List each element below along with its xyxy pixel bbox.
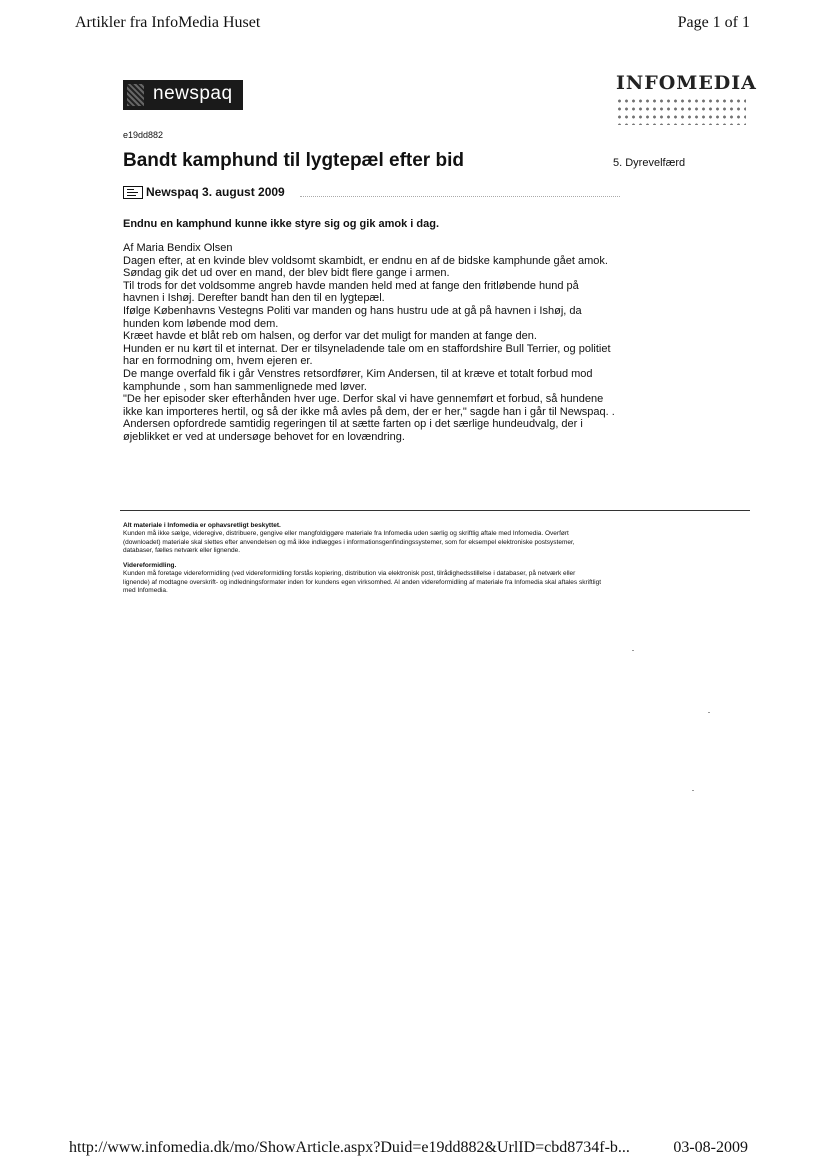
copyright-divider: [120, 510, 750, 511]
print-footer-url: http://www.infomedia.dk/mo/ShowArticle.aspx?Duid=e19dd882&UrlID=cbd8734f-b...: [69, 1139, 630, 1156]
infomedia-logo-text: INFOMEDIA: [616, 72, 757, 94]
source-divider: [300, 196, 620, 198]
infomedia-logo: [616, 72, 757, 125]
newspaper-icon: [123, 186, 143, 199]
article-lead: Endnu en kamphund kunne ikke styre sig og gik amok i dag.: [123, 218, 440, 230]
source-line: [123, 185, 285, 199]
newspaq-logo: [123, 80, 243, 110]
scan-speck: [708, 712, 710, 713]
scan-speck: [632, 650, 634, 651]
print-header-title: Artikler fra InfoMedia Huset: [75, 14, 261, 31]
article-paragraph: Ifølge Københavns Vestegns Politi var manden og hans hustru ude at gå på havnen i Ishøj, da hunden kom løbende mod dem.: [123, 304, 582, 330]
article-paragraph: Kræet havde et blåt reb om halsen, og derfor var det muligt for manden at fange den.: [123, 330, 537, 343]
copyright-notice: [123, 522, 603, 595]
article-body: [123, 242, 615, 444]
article-paragraph: Andersen opfordrede samtidig regeringen til at sætte farten op i det særlige hundeudvalg, der i øjeblikket er ved at undersøge behovet for en lovændring.: [123, 418, 583, 443]
newspaq-logo-mark-icon: [127, 84, 144, 106]
article-byline: Af Maria Bendix Olsen: [123, 242, 233, 254]
article-headline: Bandt kamphund til lygtepæl efter bid: [123, 150, 464, 171]
redistribution-heading: Videreformidling.: [123, 562, 177, 570]
source-label: Newspaq 3. august 2009: [146, 185, 285, 199]
document-id: e19dd882: [123, 130, 164, 140]
article-paragraph: Til trods for det voldsomme angreb havde manden held med at fange den fritløbende hund på havnen i Ishøj. Derefter bandt han den til en lygtepæl.: [123, 279, 579, 305]
copyright-heading: Alt materiale i Infomedia er ophavsretligt beskyttet.: [123, 522, 281, 529]
infomedia-dot-pattern-icon: [616, 97, 746, 125]
article-section: 5. Dyrevelfærd: [613, 157, 686, 169]
article-paragraph: Hunden er nu kørt til et internat. Der er tilsyneladende tale om en staffordshire Bull Terrier, og politiet har en formodning om, hvem ejeren er.: [123, 342, 611, 368]
print-header-page: Page 1 of 1: [677, 14, 750, 31]
article-paragraph: Dagen efter, at en kvinde blev voldsomt skambidt, er endnu en af de bidske kamphunde gået amok.: [123, 254, 608, 267]
article-paragraph: De mange overfald fik i går Venstres retsordfører, Kim Andersen, til at kræve et totalt forbud mod kamphunde , som han sammenlignede med løver.: [123, 367, 593, 393]
article-paragraph: "De her episoder sker efterhånden hver uge. Derfor skal vi have gennemført et forbud, så hundene ikke kan importeres hertil, og så der ikke må avles på dem, der er her," sagde han i går til Newspaq. .: [123, 393, 615, 418]
scan-speck: [692, 790, 694, 791]
newspaq-logo-text: newspaq: [153, 83, 233, 104]
print-footer-date: 03-08-2009: [673, 1139, 748, 1156]
copyright-text: Kunden må ikke sælge, videregive, distribuere, gengive eller mangfoldiggøre materiale fra Infomedia uden særlig og skriftlig aftale med Infomedia. Overført (downloadet) materiale skal slettes efter anvendelsen og må ikke indlægges i informationsgenfindingssystemer, som for eksempel elektroniske postsystemer, databaser, fælles netværk eller lignende.: [123, 530, 575, 554]
article-paragraph: Søndag gik det ud over en mand, der blev bidt flere gange i armen.: [123, 267, 450, 280]
redistribution-text: Kunden må foretage videreformidling (ved videreformidling forstås kopiering, distribution via elektronisk post, tilrådighedsstillelse i databaser, på netværk eller lignende) af modtagne overskrift- og indledningsformater inden for kundens egen virksomhed. Al anden videreformidling af materiale fra Infomedia skal aftales skriftligt med Infomedia.: [123, 570, 602, 595]
